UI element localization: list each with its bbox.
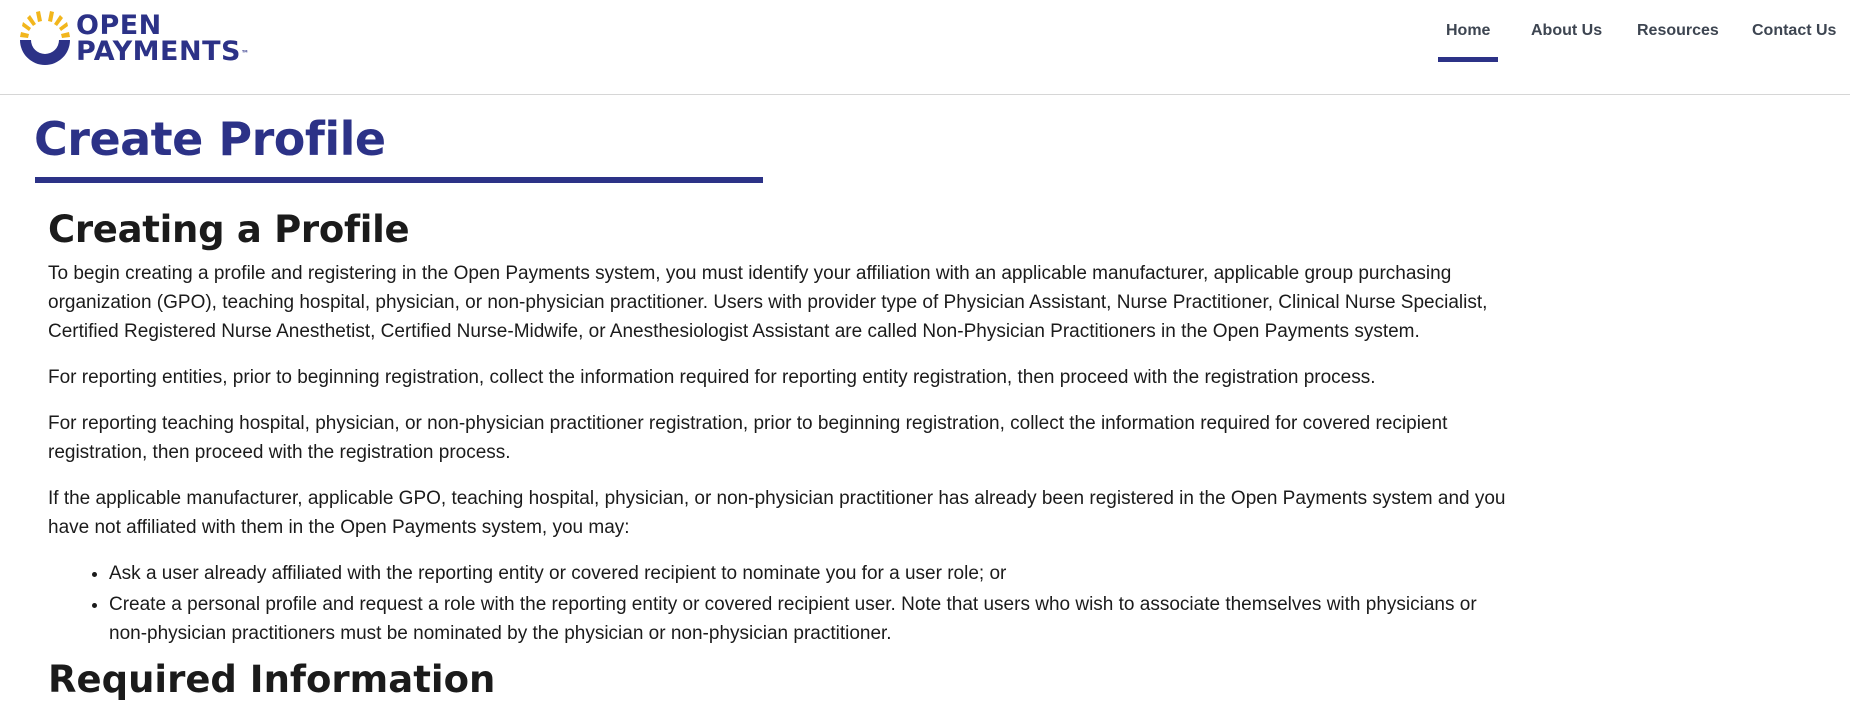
open-payments-logo[interactable] [17,10,249,68]
page-title-underline [35,177,763,183]
nav-item-contact-us[interactable]: Contact Us [1752,22,1837,39]
nav-item-home[interactable]: Home [1446,22,1491,39]
options-list [48,559,1508,648]
required-information-heading: Required Information [48,658,496,701]
logo-wordmark [76,10,249,67]
logo-line-2-text: PAYMENTS [76,36,241,67]
nav-item-about-us[interactable]: About Us [1531,22,1603,39]
list-item: • Ask a user already affiliated with the reporting entity or covered recipient to nominate you for a user role; or [109,559,1508,588]
sun-arc-logo-icon [17,10,73,66]
intro-paragraph: To begin creating a profile and registering in the Open Payments system, you must identify your affiliation with an applicable manufacturer, applicable group purchasing organization (GPO), teaching hospital, physician, or non-physician practitioner. Users with provider type of Physician Assistant, Nurse Practitioner, Clinical Nurse Specialist, Certified Registered Nurse Anesthetist, Certified Nurse-Midwife, or Anesthesiologist Assistant are called Non-Physician Practitioners in the Open Payments system. [48,263,1488,342]
already-registered-paragraph: If the applicable manufacturer, applicable GPO, teaching hospital, physician, or non-physician practitioner has already been registered in the Open Payments system and you have not affiliated with them in the Open Payments system, you may: [48,488,1506,538]
list-item: • Create a personal profile and request a role with the reporting entity or covered recipient user. Note that users who wish to associate themselves with physicians or non-physician practitioners must be nominated by the physician or non-physician practitioner. [109,590,1508,648]
trademark-symbol: ™ [240,49,249,58]
logo-line-1: OPEN [76,10,162,41]
nav-item-resources[interactable]: Resources [1637,22,1719,39]
page-title: Create Profile [34,112,386,166]
section-heading: Creating a Profile [48,208,410,251]
covered-recipient-paragraph: For reporting teaching hospital, physician, or non-physician practitioner registration, prior to beginning registration, collect the information required for covered recipient registration, then proceed with the registration process. [48,413,1448,463]
site-header [0,0,1850,95]
logo-line-2 [76,36,249,67]
reporting-entities-paragraph: For reporting entities, prior to beginning registration, collect the information required for reporting entity registration, then proceed with the registration process. [48,367,1376,388]
main-content [48,208,1508,701]
nav-active-indicator [1438,57,1498,62]
